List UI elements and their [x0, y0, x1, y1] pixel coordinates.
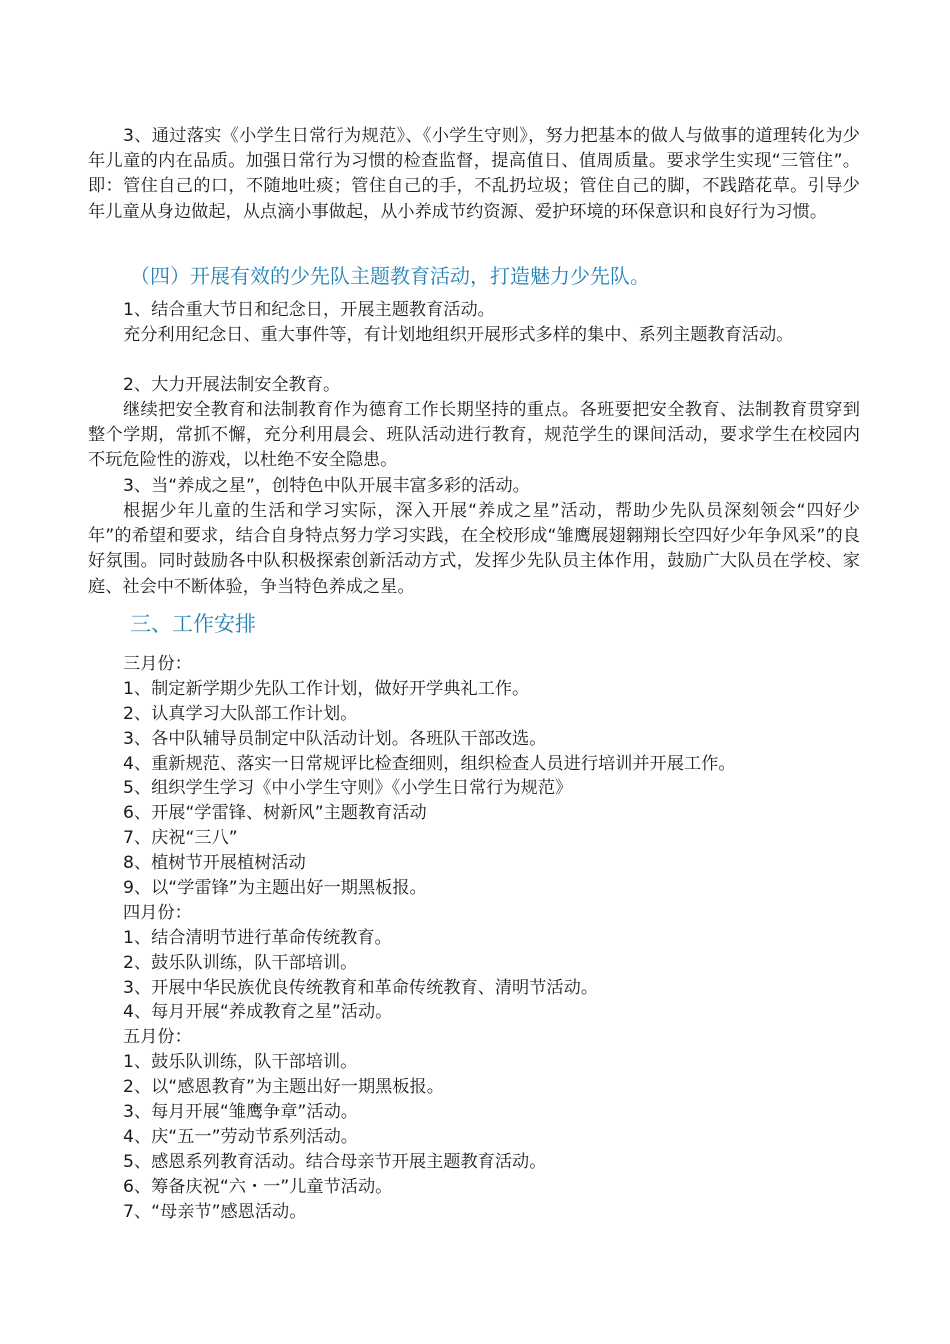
- item-heading-3: 3、当“养成之星”，创特色中队开展丰富多彩的活动。: [123, 476, 530, 496]
- schedule-month-march: 三月份：: [123, 654, 192, 674]
- paragraph-star-activity: 根据少年儿童的生活和学习实际，深入开展“养成之星”活动，帮助少先队员深刻领会“四好少年”的希望和要求，结合自身特点努力学习实践，在全校形成“雏鹰展翅翱翔长空四好少年争风采”的良好氛围。同时鼓励各中队积极探索创新活动方式，发挥少先队员主体作用，鼓励广大队员在学校、家庭、社会中不断体验，争当特色养成之星。: [88, 501, 860, 597]
- schedule-item: 3、各中队辅导员制定中队活动计划。各班队干部改选。: [123, 728, 547, 749]
- schedule-item: 8、植树节开展植树活动: [123, 853, 306, 874]
- schedule-item: 3、每月开展“雏鹰争章”活动。: [123, 1102, 358, 1123]
- schedule-item: 2、认真学习大队部工作计划。: [123, 703, 358, 724]
- schedule-item: 1、制定新学期少先队工作计划，做好开学典礼工作。: [123, 678, 530, 699]
- schedule-month-april: 四月份：: [123, 902, 192, 923]
- schedule-item: 4、重新规范、落实一日常规评比检查细则，组织检查人员进行培训并开展工作。: [123, 753, 736, 774]
- schedule-item: 5、感恩系列教育活动。结合母亲节开展主题教育活动。: [123, 1151, 547, 1172]
- schedule-item: 3、开展中华民族优良传统教育和革命传统教育、清明节活动。: [123, 977, 599, 998]
- schedule-item: 2、以“感恩教育”为主题出好一期黑板报。: [123, 1077, 444, 1098]
- schedule-item: 4、每月开展“养成教育之星”活动。: [123, 1002, 393, 1023]
- paragraph-safety-education: 继续把安全教育和法制教育作为德育工作长期坚持的重点。各班要把安全教育、法制教育贯穿到整个学期，常抓不懈，充分利用晨会、班队活动进行教育，规范学生的课间活动，要求学生在校园内不玩危险性的游戏，以杜绝不安全隐患。: [88, 400, 860, 471]
- section-heading-four: （四）开展有效的少先队主题教育活动，打造魅力少先队。: [130, 264, 650, 288]
- schedule-item: 9、以“学雷锋”为主题出好一期黑板报。: [123, 878, 427, 899]
- schedule-item: 6、筹备庆祝“六・一”儿童节活动。: [123, 1176, 393, 1197]
- schedule-item: 1、结合清明节进行革命传统教育。: [123, 927, 392, 948]
- item-heading-2: 2、大力开展法制安全教育。: [123, 375, 341, 395]
- schedule-item: 2、鼓乐队训练，队干部培训。: [123, 952, 358, 973]
- item-heading-1: 1、结合重大节日和纪念日，开展主题教育活动。: [123, 300, 495, 320]
- schedule-item: 7、庆祝“三八”: [123, 828, 238, 849]
- paragraph-theme-education: 充分利用纪念日、重大事件等，有计划地组织开展形式多样的集中、系列主题教育活动。: [123, 325, 794, 345]
- paragraph-conduct-norms: 3、通过落实《小学生日常行为规范》、《小学生守则》，努力把基本的做人与做事的道理转化为少年儿童的内在品质。加强日常行为习惯的检查监督，提高值日、值周质量。要求学生实现“三管住”。即：管住自己的口，不随地吐痰；管住自己的手，不乱扔垃圾；管住自己的脚，不践踏花草。引导少年儿童从身边做起，从点滴小事做起，从小养成节约资源、爱护环境的环保意识和良好行为习惯。: [88, 126, 860, 222]
- schedule-list: [123, 652, 736, 1224]
- schedule-item: 4、庆“五一”劳动节系列活动。: [123, 1126, 358, 1147]
- schedule-item: 1、鼓乐队训练，队干部培训。: [123, 1052, 358, 1073]
- schedule-item: 7、“母亲节”感恩活动。: [123, 1201, 307, 1222]
- schedule-item: 5、组织学生学习《中小学生守则》《小学生日常行为规范》: [123, 778, 573, 799]
- schedule-month-may: 五月份：: [123, 1027, 192, 1048]
- section-heading-three: 三、工作安排: [130, 612, 256, 636]
- schedule-item: 6、开展“学雷锋、树新风”主题教育活动: [123, 803, 427, 824]
